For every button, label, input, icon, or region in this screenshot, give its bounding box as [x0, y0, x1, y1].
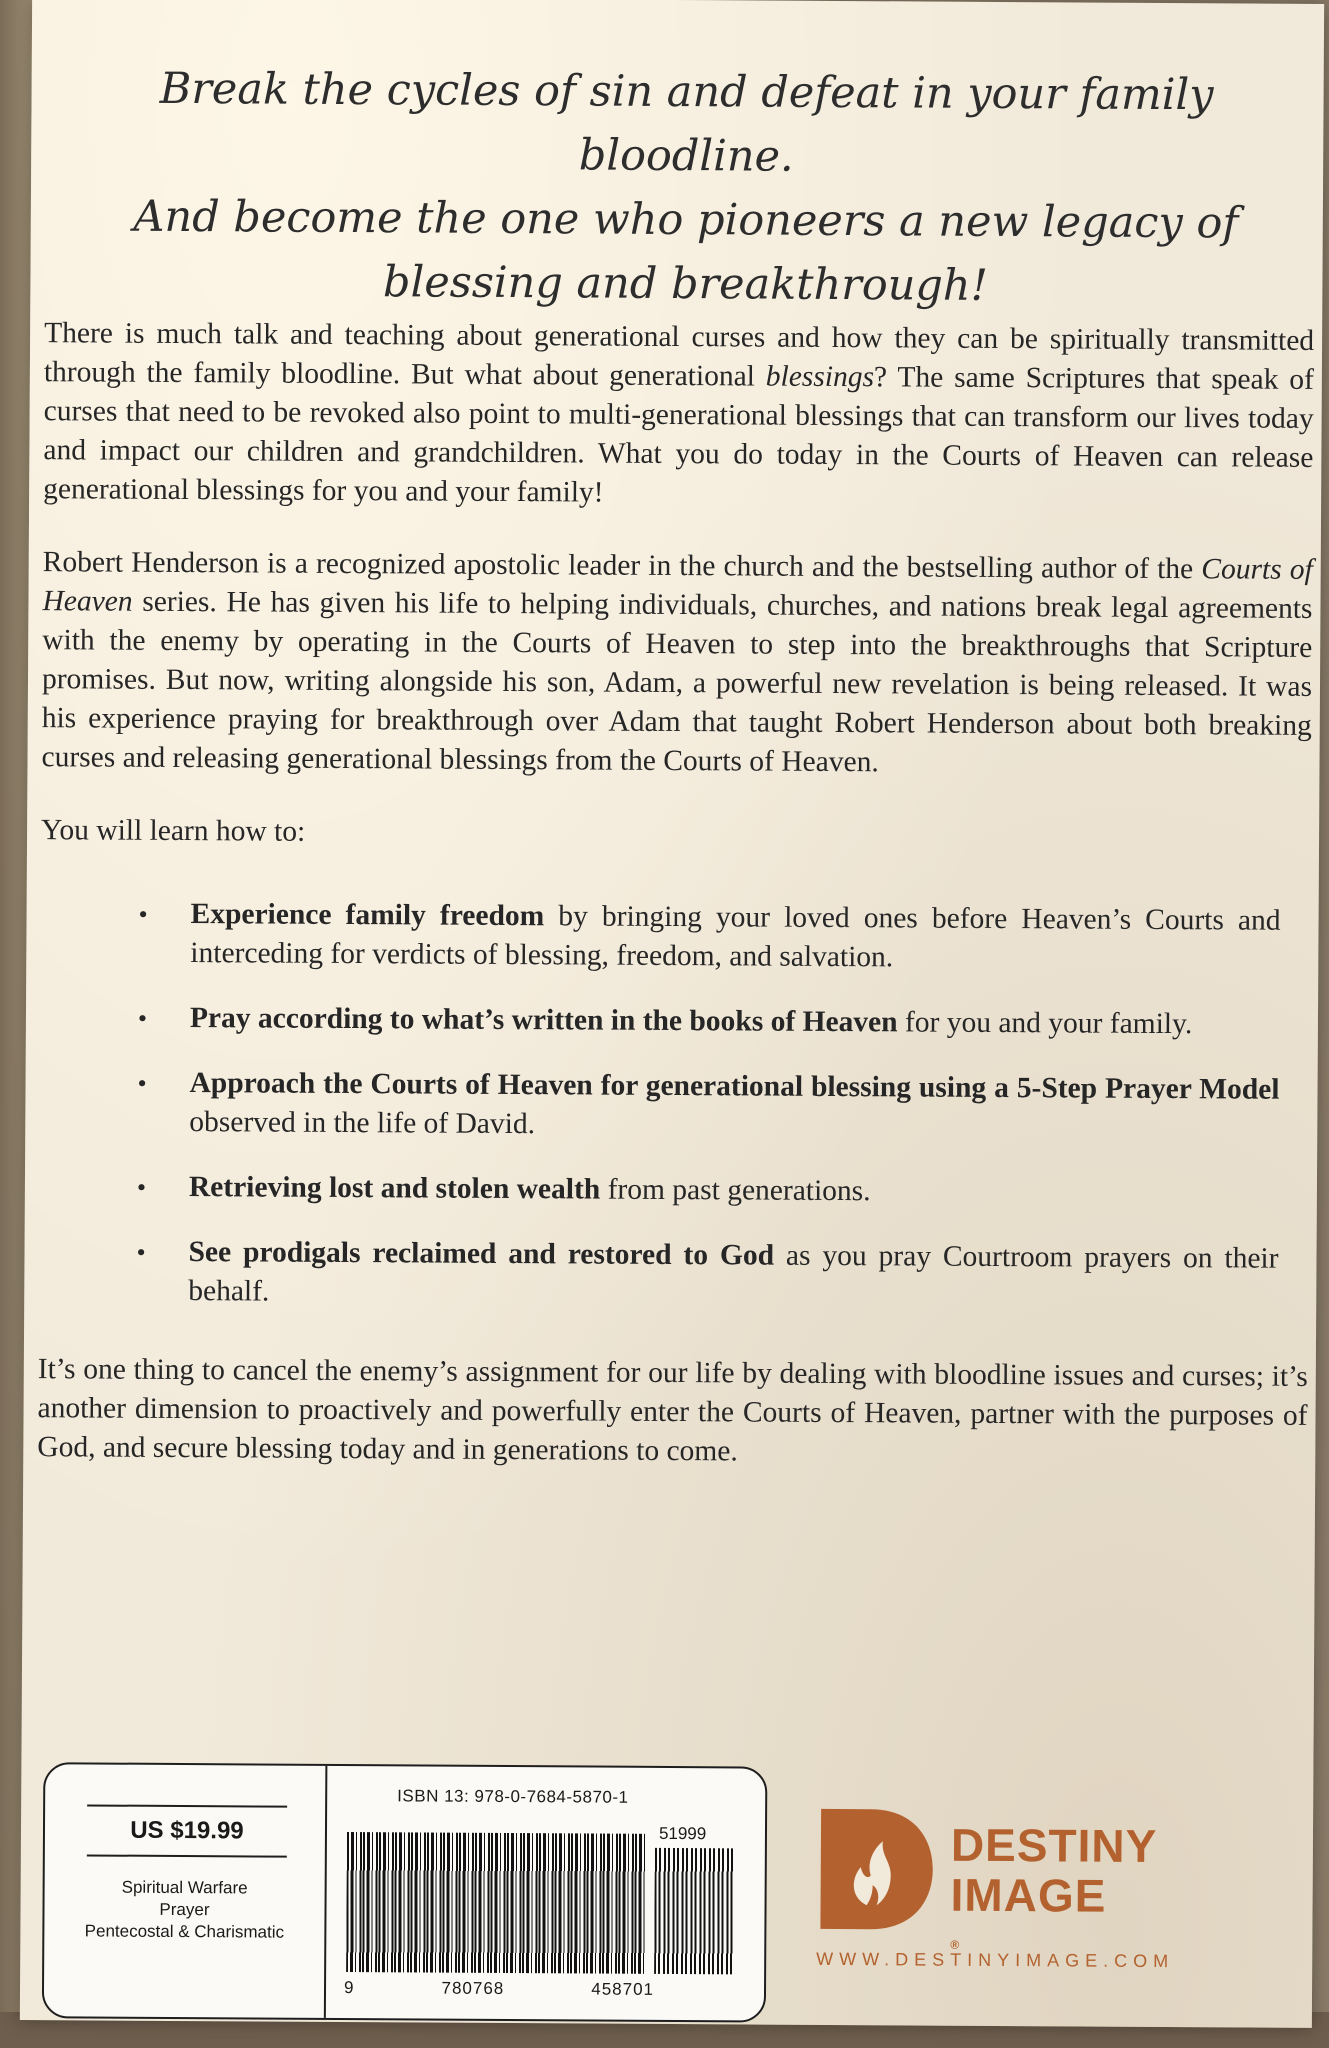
bullet-icon: • [138, 899, 148, 929]
list-item: • Approach the Courts of Heaven for generational blessing using a 5-Step Prayer Model observed in the life of David. [39, 1063, 1309, 1149]
publisher-name: DESTINY IMAGE ® [950, 1820, 1157, 1971]
bullet-icon: • [137, 1068, 147, 1098]
list-item: • Retrieving lost and stolen wealth from past generations. [39, 1167, 1309, 1214]
list-item: • Experience family freedom by bringing your loved ones before Heaven’s Courts and interceding for verdicts of blessing, freedom, and salvation. [40, 894, 1310, 980]
book-back-cover [20, 0, 1324, 2028]
category-list [54, 1876, 314, 1944]
destiny-image-d-icon [816, 1805, 937, 1934]
list-item: • See prodigals reclaimed and restored to God as you pray Courtroom prayers on their behalf. [38, 1232, 1308, 1318]
author-paragraph: Robert Henderson is a recognized apostolic leader in the church and the bestselling author of the Courts of Heaven series. He has given his life to helping individuals, churches, and nations break legal agreements with the enemy by operating in the Courts of Heaven to step into the breakthroughs that Scripture promises. But now, writing alongside his son, Adam, a powerful new revelation is being released. It was his experience praying for breakthrough over Adam that taught Robert Henderson about both breaking curses and releasing generational blessings from the Courts of Heaven. [41, 546, 1313, 779]
panel-divider [324, 1766, 328, 2018]
price-code: 51999 [658, 1823, 707, 1844]
headline [60, 56, 1312, 320]
bullet-icon: • [136, 1237, 146, 1267]
barcode-digit-group: 780768 [441, 1978, 505, 1998]
bullet-icon: • [137, 1003, 148, 1033]
barcode-digits [344, 1978, 654, 2000]
publisher-logo [816, 1805, 1277, 1972]
price-barcode-panel [42, 1762, 768, 2022]
price-label: US $19.99 [87, 1804, 287, 1857]
price-box [44, 1764, 324, 2018]
description [37, 314, 1314, 1509]
series-title: Courts of Heaven [42, 553, 1313, 618]
category-item: Spiritual Warfare [121, 1877, 248, 1898]
benefit-list [38, 894, 1311, 1318]
headline-line-3: blessing and breakthrough! [382, 257, 989, 311]
category-item: Prayer [159, 1899, 210, 1920]
emphasis-blessings: blessings [765, 360, 875, 394]
intro-paragraph: There is much talk and teaching about generational curses and how they can be spiritually transmitted through the family bloodline. But what about generational blessings? The same Scriptures that speak of curses that need to be revoked also point to multi-generational blessings that can transform our lives today and impact our children and grandchildren. What you do today in the Courts of Heaven can release generational blessings for you and your family! [43, 317, 1315, 509]
isbn-label: ISBN 13: 978-0-7684-5870-1 [397, 1786, 629, 1807]
learn-intro: You will learn how to: [41, 814, 306, 848]
isbn-barcode [346, 1832, 647, 1974]
price-barcode [654, 1848, 735, 1974]
list-item: • Pray according to what’s written in the books of Heaven for you and your family. [40, 998, 1310, 1045]
headline-line-1: Break the cycles of sin and defeat in your family bloodline. [159, 63, 1214, 182]
barcode-digit-group: 9 [343, 1978, 355, 1998]
category-item: Pentecostal & Charismatic [84, 1921, 285, 1942]
bullet-icon: • [136, 1172, 147, 1202]
closing-paragraph: It’s one thing to cancel the enemy’s assignment for our life by dealing with bloodline issues and curses; it’s another dimension to proactively and powerfully enter the Courts of Heaven, partner with the purposes of God, and secure blessing today and in generations to come. [37, 1353, 1308, 1468]
publisher-url: WWW.DESTINYIMAGE.COM [816, 1948, 1175, 1972]
headline-line-2: And become the one who pioneers a new legacy of [133, 191, 1239, 249]
barcode-digit-group: 458701 [591, 1979, 655, 1999]
registered-mark: ® [950, 1937, 961, 1952]
